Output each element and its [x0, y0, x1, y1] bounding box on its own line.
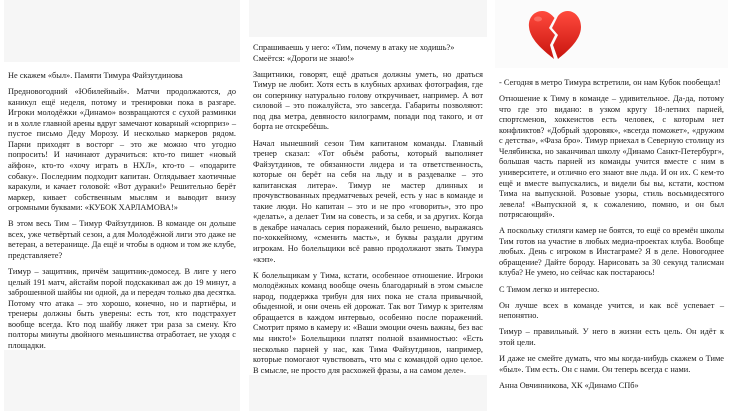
article-title: Не скажем «был». Памяти Тимура Файзутдинова — [8, 71, 183, 80]
paragraph: Начал нынешний сезон Тим капитаном команды. Главный тренер сказал: «Тот объём работы, который выполняет Файзутдинов, те обязанности лидера и та ответственность, которые он берёт на себя на льду и в раздевалке – это капитанская литера». Тимур не мастер длинных и прочувствованных предматчевых речей, есть у нас в команде и такие люди. Но капитан – это и не про «говорить», это про «делать», а делает Тим на совесть, и за себя, и за других. Когда в декабре началась серия поражений, было решено, выражаясь по-хоккейному, «сменить масть», и буквы раздали другим игрокам. Но болельщики всё равно продолжают звать Тимура «кэп». — [253, 138, 483, 264]
paragraph: - Сегодня в метро Тимура встретили, он нам Кубок пообещал! — [499, 78, 721, 87]
column2-top-band — [249, 0, 487, 37]
heart-right-half — [552, 11, 581, 59]
paragraph: В этом весь Тим – Тимур Файзутдинов. В команде он дольше всех, уже четвёртый сезон, а для Молодёжной лиги это даже не ветеран, а ветеранище. Да ещё и чтобы в одном и том же клубе, представляете? — [8, 219, 236, 260]
column1-bottom-band — [4, 350, 240, 411]
paragraph: И даже не смейте думать, что мы когда-нибудь скажем о Тиме «был». Тим есть. Он с нами. Он теперь всегда с нами. — [499, 354, 724, 374]
broken-heart-icon — [527, 9, 583, 61]
paragraph: Предновогодний «Юбилейный». Матчи продолжаются, до каникул ещё неделя, потому и тренировки пока в разгаре. Игроки молодёжки «Динамо» возвращаются с сухой разминки и в холле главной арены вдруг замечают коварный «сюрприз» – пустое письмо Деду Морозу. И несколько маркеров рядом. Парни приходят в восторг – это же можно что угодно попросить! И начинают дурачиться: кто-то пишет «новый айфон», кто-то «хочу играть в НХЛ», кто-то – «подарите собаку». Последним подходит капитан. Оглядывает хаотичные каракули, и качает головой: «Вот дураки!» Решительно берёт маркер, кивает собственным мыслям и выводит внизу огромными буквами: «КУБОК ХАРЛАМОВА!» — [8, 87, 236, 213]
paragraph: А поскольку стиляги камер не боятся, то ещё со времён школы Тим готов на участие в любых медиа-проектах клуба. Вообще любых. День с игроком в Инстаграме? Я в деле. Новогоднее обращение? Дайте бороду. Нарисовать за 30 секунд талисман клуба? Не умею, но сейчас как постараюсь! — [499, 226, 724, 278]
paragraph: Он лучше всех в команде учится, и как всё успевает – непонятно. — [499, 300, 724, 321]
paragraph: Спрашиваешь у него: «Тим, почему в атаку не ходишь?» Смеётся: «Дороги не знаю!» — [253, 43, 455, 63]
column2-bottom-band — [249, 375, 487, 411]
column3-article-text — [495, 78, 728, 397]
column1-top-band — [4, 0, 240, 62]
paragraph: Отношение к Тиму в команде – удивительное. Да-да, потому что где это видано: в узком кругу 18-летних парней, спортсменов, хоккеистов есть человек, с которым нет конфликтов? «Добрый здоровяк», «всегда поможет», «дружим с детства», «Фаза бро». Тимур приехал в Северную столицу из Челябинска, но заканчивал школу «Динамо Санкт-Петербург», большая часть парней из команды учится вместе с ним в университете, и отлично его знают вне льда. И он их. С кем-то ещё и вместе выпускались, и видели бы вы, кстати, костюм Тима на выпускной. Розовые узоры, стиль восьмидесятого левела! «Выпускной я, к сожалению, помню, и он был потрясающий». — [499, 94, 724, 220]
paragraph: С Тимом легко и интересно. — [499, 284, 600, 294]
paragraph: Тимур – правильный. У него в жизни есть цель. Он идёт к этой цели. — [499, 327, 724, 347]
author-signature: Анна Овчинникова, ХК «Динамо СПб» — [499, 380, 639, 390]
column1-article-text — [4, 71, 240, 357]
paragraph: Защитники, говорят, ещё драться должны уметь, но драться Тимур не любит. Хотя есть в клубных архивах фотография, где он сопернику натурально голову откручивает, например. А вот силовой – это пожалуйста, это завсегда. Габариты позволяют: под два метра, девяносто килограмм, попади под такого, и от борта не отскребёшь. — [253, 69, 483, 132]
heart-left-half — [529, 11, 555, 59]
column2-article-text — [249, 43, 487, 382]
paragraph: Тимур – защитник, причём защитник-домосед. В лиге у него целый 191 матч, айстайм порой подскакивал аж до 19 минут, а заброшенной шайбы ни одной, да и передач только два десятка. Потому что атака – это хорошо, конечно, но и партнёры, и тренеры должны быть уверены: есть тот, кто подстрахует вообще всегда. Кто под шайбу ляжет три раза за смену. Кто полторы минуты двойного меньшинства отработает, не уходя с площадки. — [8, 267, 236, 350]
heart-highlight — [534, 17, 542, 22]
paragraph: К болельщикам у Тима, кстати, особенное отношение. Игроки молодёжных команд вообще очень благодарный в этом смысле народ, поддержка трибун для них пока не стала привычной, обыденной, и они очень ей дорожат. Так вот Тимур к зрителям обращается в каждом интервью, особенно после поражений. Смотрит прямо в камеру и: «Ваши эмоции очень важны, без вас мы никто!» Болельщики платят полной взаимностью: «Есть несколько парней у нас, как Тима Файзутдинов, например, которые помогают чувствовать, что мы с командой одно целое. В смысле, не просто для расхожей фразы, а на самом деле». — [253, 270, 483, 375]
